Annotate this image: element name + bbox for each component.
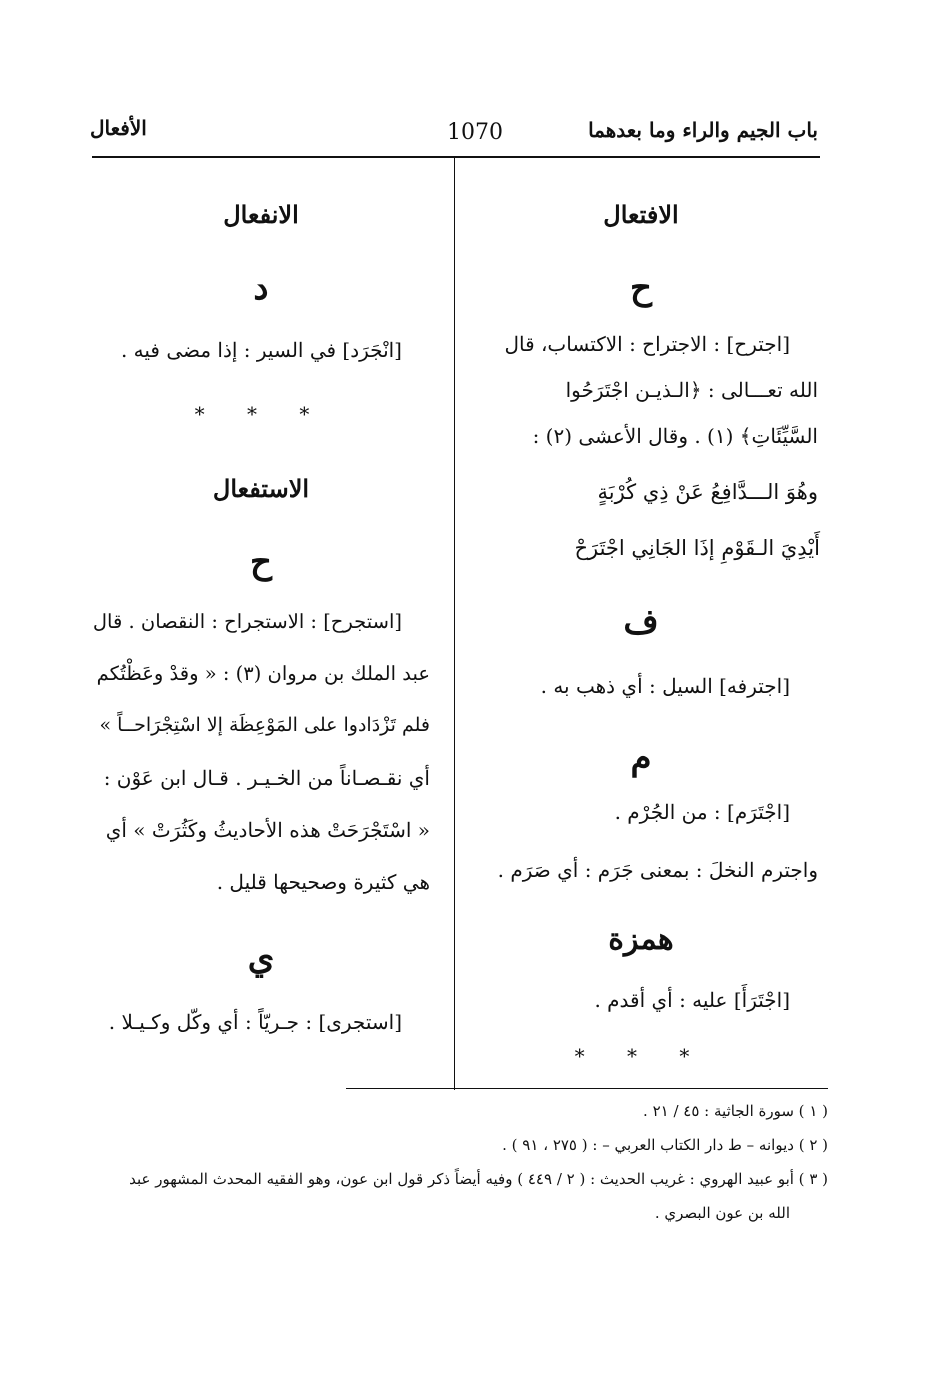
entry-line: [اجترح] : الاجتراح : الاكتساب، قال <box>504 332 790 356</box>
letter-heading-ya: ي <box>247 938 275 978</box>
letter-heading-mim: م <box>630 738 652 778</box>
entry-line: « اسْتَجْرَحَتْ هذه الأحاديثُ وكَثُرَتْ » أي <box>105 818 430 842</box>
left-column <box>92 158 430 1088</box>
section-title-ifti-al: الافتعال <box>603 200 679 229</box>
letter-heading-hamza: همزة <box>608 922 674 957</box>
entry-line: [استجرى] : جـريّاً : أي وكّل وكـيـلا . <box>108 1010 402 1034</box>
section-separator-stars: * * * <box>574 1044 708 1068</box>
footnote-3: ( ٣ ) أبو عبيد الهروي : غريب الحديث : ( ٢ / ٤٤٩ ) وفيه أيضاً ذكر قول ابن عون، وهو الفقيه المحدث المشهور عبد <box>129 1170 828 1188</box>
column-divider <box>454 158 455 1090</box>
entry-line: فلم تَزْدَادوا على المَوْعِظَة إلا اسْتِجْرَاحــاً » <box>99 714 430 736</box>
entry-line: الله تعـــالى : ﴿الـذيـن اجْتَرَحُوا <box>565 378 818 402</box>
letter-heading-ha: ح <box>630 268 652 308</box>
letter-heading-dal: د <box>253 268 269 308</box>
entry-line: [انْجَرَد] في السير : إذا مضى فيه . <box>120 338 402 362</box>
section-title-infi-al: الانفعال <box>223 200 299 229</box>
entry-line: [اجْتَرَأَ] عليه : أي أقدم . <box>594 988 790 1012</box>
entry-line: [استجرح] : الاستجراح : النقصان . قال <box>92 610 402 633</box>
footnote-3-continued: الله بن عون البصري . <box>654 1204 790 1222</box>
entry-line: [اجترفه] السيل : أي ذهب به . <box>540 674 790 698</box>
footnote-1: ( ١ ) سورة الجاثية : ٤٥ / ٢١ . <box>643 1102 828 1120</box>
entry-line: أي نقـصـاناً من الخـيـر . قـال ابن عَوْن : <box>103 766 430 790</box>
page-number: 1070 <box>447 120 503 145</box>
entry-line: [اجْتَرَم] : من الجُرْم . <box>614 800 790 824</box>
running-head-chapter: باب الجيم والراء وما بعدهما <box>588 118 818 142</box>
footnote-2: ( ٢ ) ديوانه – ط دار الكتاب العربي – : ( ٢٧٥ ، ٩١ ) . <box>502 1136 828 1154</box>
section-separator-stars: * * * <box>194 402 328 426</box>
entry-line: هي كثيرة وصحيحها قليل . <box>216 870 430 894</box>
running-head-section: الأفعال <box>90 116 147 140</box>
entry-line: السَّيِّئَاتِ﴾ (١) . وقال الأعشى (٢) : <box>532 424 818 448</box>
letter-heading-ha: ح <box>250 542 272 582</box>
footnote-rule <box>346 1088 828 1089</box>
right-column <box>464 158 818 1088</box>
section-title-istif-al: الاستفعال <box>212 474 310 503</box>
letter-heading-fa: ف <box>623 602 659 642</box>
entry-line: عبد الملك بن مروان (٣) : « وقدْ وعَظْتُكم <box>96 662 430 685</box>
poem-verse-first: وهُوَ الـــدَّافِعُ عَنْ ذِي كُرْبَةٍ <box>597 480 818 504</box>
entry-line: واجترم النخلَ : بمعنى جَرَم : أي صَرَم . <box>497 858 818 882</box>
poem-verse-second: أَيْدِيَ الـقَوْمِ إذَا الجَانِي اجْتَرَحْ <box>574 536 820 560</box>
